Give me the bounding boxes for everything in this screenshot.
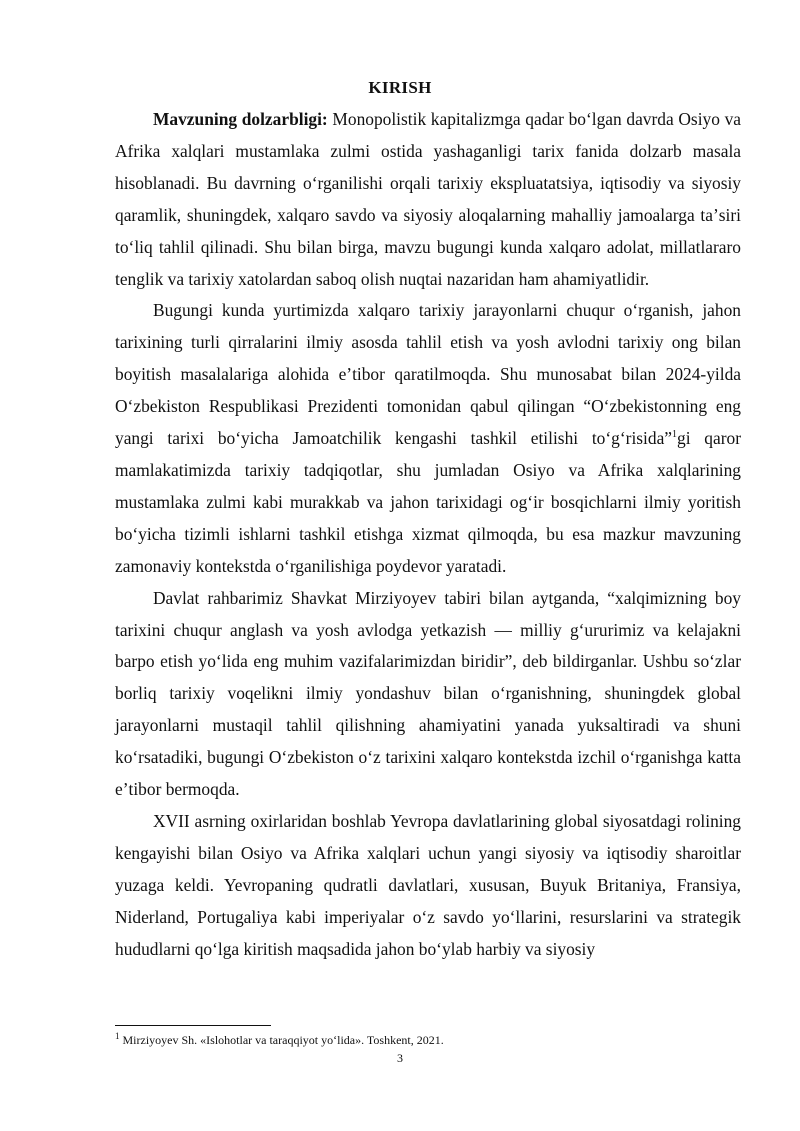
paragraph-history: [115, 806, 741, 966]
paragraph-quote: [115, 583, 741, 806]
footnote: [115, 1032, 741, 1048]
section-title: KIRISH: [368, 78, 432, 97]
paragraph-text: Monopolistik kapitalizmga qadar boʻlgan davrda Osiyo va Afrika xalqlari mustamlaka zulmi ostida yashaganligi tarix fanida dolzarb masala hisoblanadi. Bu davrning oʻrganilishi orqali tarixiy ekspluatatsiya, iqtisodiy va siyosiy qaramlik, shuningdek, xalqaro savdo va siyosiy aloqalarning mahalliy jamoalarga taʼsiri toʻliq tahlil qilinadi. Shu bilan birga, mavzu bugungi kunda xalqaro adolat, millatlararo tenglik va tarixiy xatolardan saboq olish nuqtai nazaridan ham ahamiyatlidir.: [115, 109, 742, 289]
footnote-text: Mirziyoyev Sh. «Islohotlar va taraqqiyot yoʻlida». Toshkent, 2021.: [122, 1033, 444, 1047]
page-number: 3: [397, 1051, 403, 1065]
footnote-reference[interactable]: 1: [672, 429, 678, 441]
paragraph-decree: [115, 295, 741, 582]
paragraph-relevance: [115, 104, 741, 295]
footnote-separator: [115, 1025, 271, 1026]
relevance-heading: Mavzuning dolzarbligi:: [153, 109, 328, 129]
body-text: [115, 104, 741, 965]
paragraph-text: XVII asrning oxirlaridan boshlab Yevropa davlatlarining global siyosatdagi rolining kengayishi bilan Osiyo va Afrika xalqlari uchun yangi siyosiy va iqtisodiy sharoitlar yuzaga keldi. Yevropaning qudratli davlatlari, xususan, Buyuk Britaniya, Fransiya, Niderland, Portugaliya kabi imperiyalar oʻz savdo yoʻllarini, resurslarini va strategik hududlarni qoʻlga kiritish maqsadida jahon boʻylab harbiy va siyosiy: [115, 810, 741, 959]
paragraph-text: gi qaror mamlakatimizda tarixiy tadqiqotlar, shu jumladan Osiyo va Afrika xalqlarining mustamlaka zulmi kabi murakkab va jahon tarixidagi ogʻir bosqichlarni ilmiy yoritish boʻyicha tizimli ishlarni tashkil etishga xizmat qilmoqda, bu esa mazkur mavzuning zamonaviy kontekstda oʻrganilishiga poydevor yaratadi.: [115, 428, 741, 576]
footnote-mark: 1: [115, 1031, 120, 1041]
paragraph-text: Davlat rahbarimiz Shavkat Mirziyoyev tabiri bilan aytganda, “xalqimizning boy tarixini chuqur anglash va yosh avlodga yetkazish — milliy gʻururimiz va kelajakni barpo etish yoʻlida eng muhim vazifalarimizdan biridir”, deb bildirganlar. Ushbu soʻzlar borliq tarixiy voqelikni ilmiy yondashuv bilan oʻrganishning, shuningdek global jarayonlarni mustaqil tahlil qilishning ahamiyatini yanada yuksaltiradi va shuni koʻrsatadiki, bugungi Oʻzbekiston oʻz tarixini xalqaro kontekstda izchil oʻrganishga katta eʼtibor bermoqda.: [115, 587, 741, 800]
paragraph-text: Bugungi kunda yurtimizda xalqaro tarixiy jarayonlarni chuqur oʻrganish, jahon tarixining turli qirralarini ilmiy asosda tahlil etish va yosh avlodni tarixiy ong bilan boyitish masalalariga alohida eʼtibor qaratilmoqda. Shu munosabat bilan 2024-yilda Oʻzbekiston Respublikasi Prezidenti tomonidan qabul qilingan “Oʻzbekistonning eng yangi tarixi boʻyicha Jamoatchilik kengashi tashkil etilishi toʻgʻrisida”: [115, 300, 741, 449]
